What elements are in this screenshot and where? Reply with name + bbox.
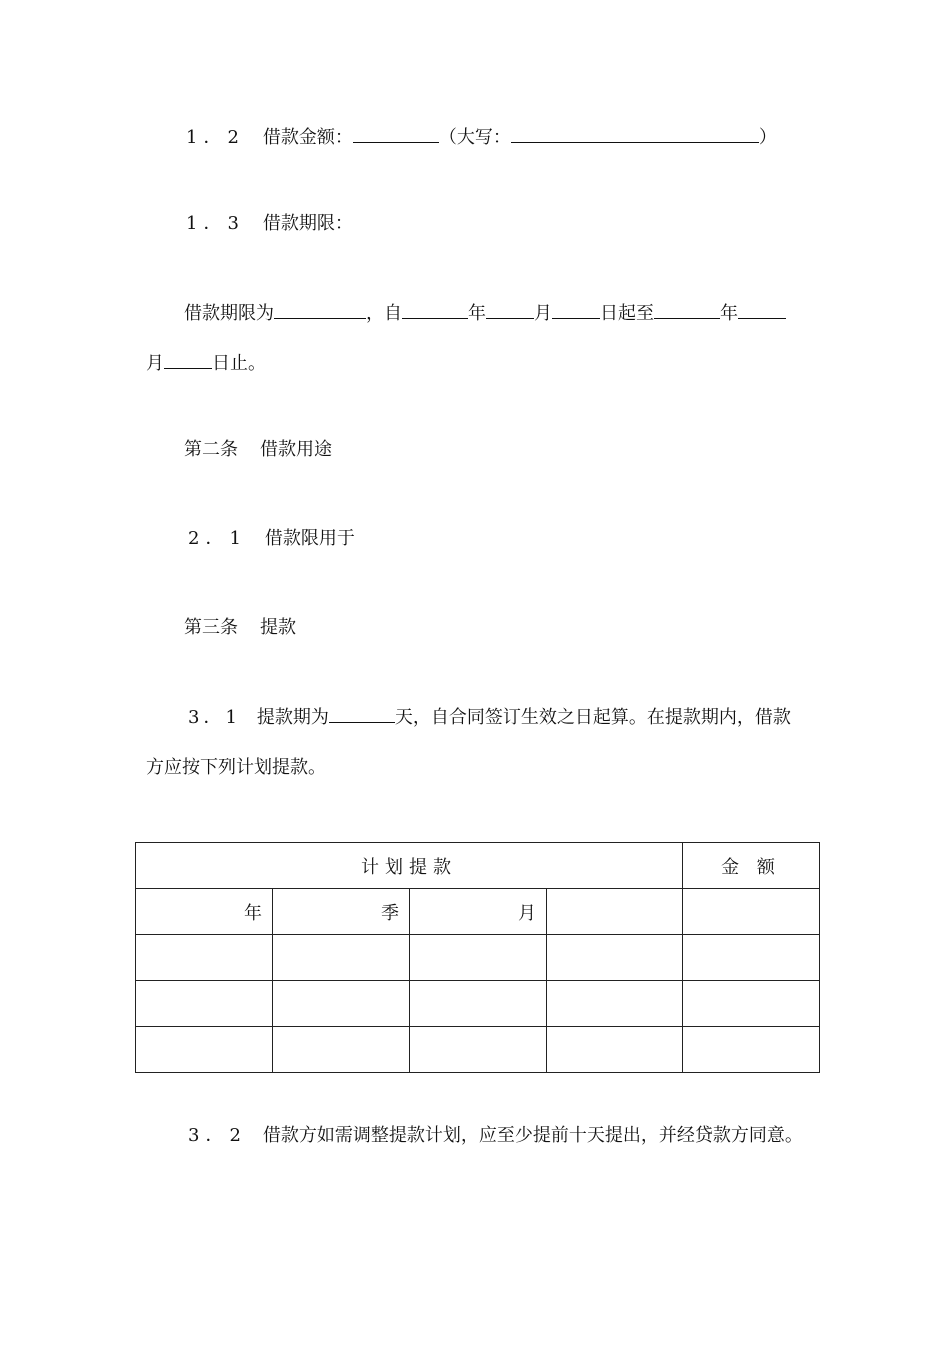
clause-number: 3．2 (188, 1125, 247, 1146)
table-cell[interactable] (273, 1027, 410, 1073)
clause-label: 借款限用于 (264, 528, 355, 549)
table-cell[interactable] (273, 935, 410, 981)
amount-header: 金 额 (683, 843, 820, 889)
table-cell[interactable] (683, 889, 820, 935)
period-end: 日止。 (212, 353, 266, 374)
clause-3-1-line-1 (188, 704, 791, 730)
table-cell[interactable] (547, 935, 683, 981)
loan-period-line-2 (146, 350, 266, 376)
table-cell[interactable] (547, 1027, 683, 1073)
table-cell[interactable] (136, 1027, 273, 1073)
clause-number: 3．1 (188, 707, 241, 728)
year-label: 年 (720, 303, 738, 324)
table-cell[interactable] (547, 981, 683, 1027)
clause-text: 借款方如需调整提款计划，应至少提前十天提出，并经贷款方同意。 (262, 1125, 803, 1146)
end-day-blank[interactable] (164, 350, 212, 369)
month-label: 月 (146, 353, 164, 374)
table-row (136, 981, 820, 1027)
article-title: 提款 (260, 617, 296, 638)
period-text: 借款期限为 (184, 303, 274, 324)
clause-number: 2．1 (188, 528, 247, 549)
plan-header: 计划提款 (136, 843, 683, 889)
table-cell[interactable] (136, 935, 273, 981)
table-cell[interactable] (410, 1027, 547, 1073)
article-number: 第三条 (184, 617, 238, 638)
clause-text: 方应按下列计划提款。 (146, 757, 326, 778)
table-cell[interactable] (683, 981, 820, 1027)
amount-blank[interactable] (353, 124, 439, 143)
end-month-blank[interactable] (738, 300, 786, 319)
clause-text: 天，自合同签订生效之日起算。在提款期内，借款 (394, 707, 791, 728)
loan-period-line-1 (184, 300, 786, 326)
table-cell[interactable] (136, 981, 273, 1027)
start-year-blank[interactable] (402, 300, 468, 319)
month-column-header: 月 (410, 889, 547, 935)
drawdown-days-blank[interactable] (329, 704, 395, 723)
uppercase-close: ） (758, 127, 777, 148)
table-cell[interactable] (410, 935, 547, 981)
table-cell[interactable] (410, 981, 547, 1027)
table-header-row (136, 843, 820, 889)
end-year-blank[interactable] (654, 300, 720, 319)
start-day-blank[interactable] (552, 300, 600, 319)
year-label: 年 (468, 303, 486, 324)
drawdown-plan-table (135, 842, 820, 1073)
clause-1-2 (186, 124, 777, 150)
start-month-blank[interactable] (486, 300, 534, 319)
table-row (136, 1027, 820, 1073)
article-2-heading (184, 438, 332, 462)
amount-uppercase-blank[interactable] (511, 124, 759, 143)
clause-2-1 (188, 527, 355, 551)
article-3-heading (184, 616, 296, 640)
clause-label: 借款金额： (262, 127, 353, 148)
clause-text: 提款期为 (256, 707, 329, 728)
period-to: 日起至 (600, 303, 654, 324)
clause-3-2 (188, 1124, 803, 1148)
table-subheader-row (136, 889, 820, 935)
table-cell[interactable] (273, 981, 410, 1027)
clause-3-1-line-2 (146, 756, 326, 780)
clause-number: 1．3 (186, 213, 245, 234)
clause-1-3 (186, 212, 353, 236)
period-blank[interactable] (274, 300, 366, 319)
year-column-header: 年 (136, 889, 273, 935)
table-row (136, 935, 820, 981)
month-label: 月 (534, 303, 552, 324)
clause-label: 借款期限： (262, 213, 353, 234)
article-title: 借款用途 (260, 439, 332, 460)
clause-number: 1．2 (186, 127, 245, 148)
season-column-header: 季 (273, 889, 410, 935)
table-cell[interactable] (547, 889, 683, 935)
period-from: ，自 (366, 303, 402, 324)
table-cell[interactable] (683, 1027, 820, 1073)
table-cell[interactable] (683, 935, 820, 981)
article-number: 第二条 (184, 439, 238, 460)
uppercase-open: （大写： (438, 127, 511, 148)
